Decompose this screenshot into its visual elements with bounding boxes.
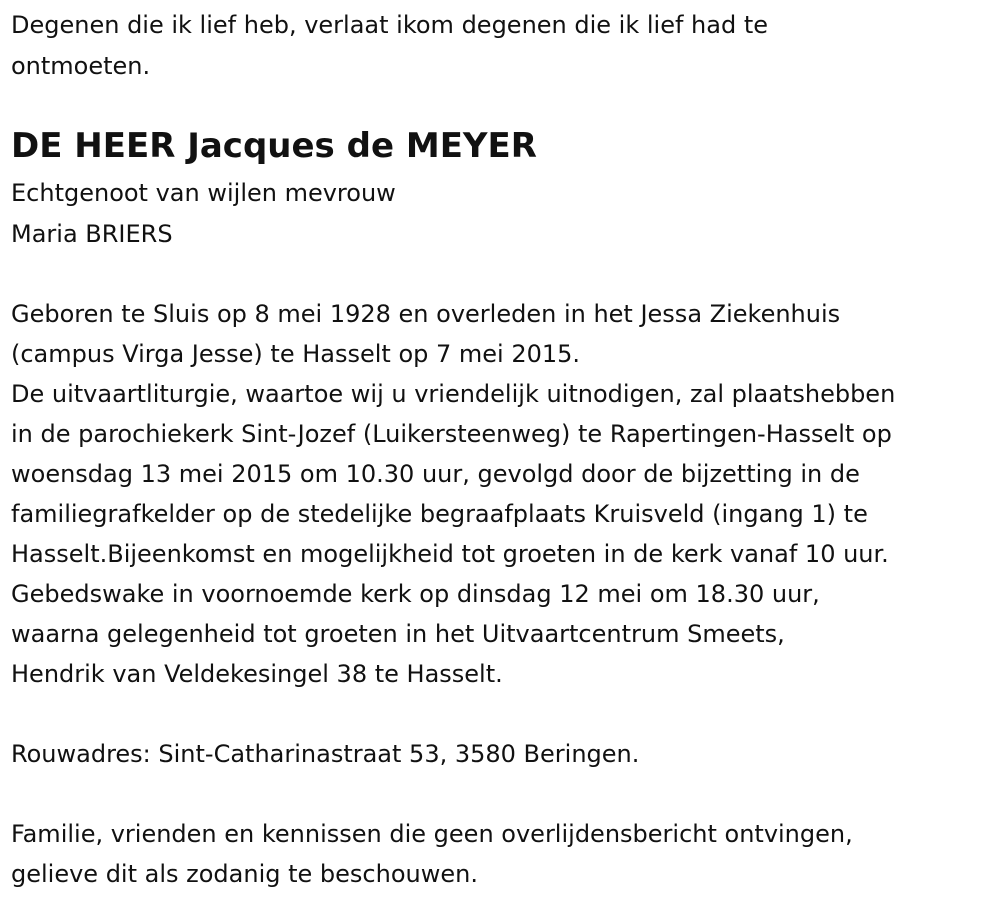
- intro-line-1: Degenen die ik lief heb, verlaat ikom degenen die ik lief had te: [11, 11, 769, 39]
- closing-line-2: gelieve dit als zodanig te beschouwen.: [11, 860, 478, 888]
- details-line: waarna gelegenheid tot groeten in het Uitvaartcentrum Smeets,: [11, 620, 785, 648]
- details-line: De uitvaartliturgie, waartoe wij u vriendelijk uitnodigen, zal plaatshebben: [11, 380, 896, 408]
- details-line: in de parochiekerk Sint-Jozef (Luikersteenweg) te Rapertingen-Hasselt op: [11, 420, 892, 448]
- deceased-name-heading: DE HEER Jacques de MEYER: [11, 126, 537, 166]
- details-line: Hasselt.Bijeenkomst en mogelijkheid tot groeten in de kerk vanaf 10 uur.: [11, 540, 889, 568]
- closing-line-1: Familie, vrienden en kennissen die geen overlijdensbericht ontvingen,: [11, 820, 853, 848]
- details-line: woensdag 13 mei 2015 om 10.30 uur, gevolgd door de bijzetting in de: [11, 460, 860, 488]
- spouse-line-1: Echtgenoot van wijlen mevrouw: [11, 179, 396, 207]
- mourning-address: Rouwadres: Sint-Catharinastraat 53, 3580 Beringen.: [11, 740, 640, 768]
- details-line: Geboren te Sluis op 8 mei 1928 en overleden in het Jessa Ziekenhuis: [11, 300, 841, 328]
- details-line: Gebedswake in voornoemde kerk op dinsdag 12 mei om 18.30 uur,: [11, 580, 820, 608]
- details-line: Hendrik van Veldekesingel 38 te Hasselt.: [11, 660, 503, 688]
- details-line: familiegrafkelder op de stedelijke begraafplaats Kruisveld (ingang 1) te: [11, 500, 868, 528]
- intro-line-2: ontmoeten.: [11, 52, 151, 80]
- details-line: (campus Virga Jesse) te Hasselt op 7 mei 2015.: [11, 340, 581, 368]
- spouse-line-2: Maria BRIERS: [11, 220, 173, 248]
